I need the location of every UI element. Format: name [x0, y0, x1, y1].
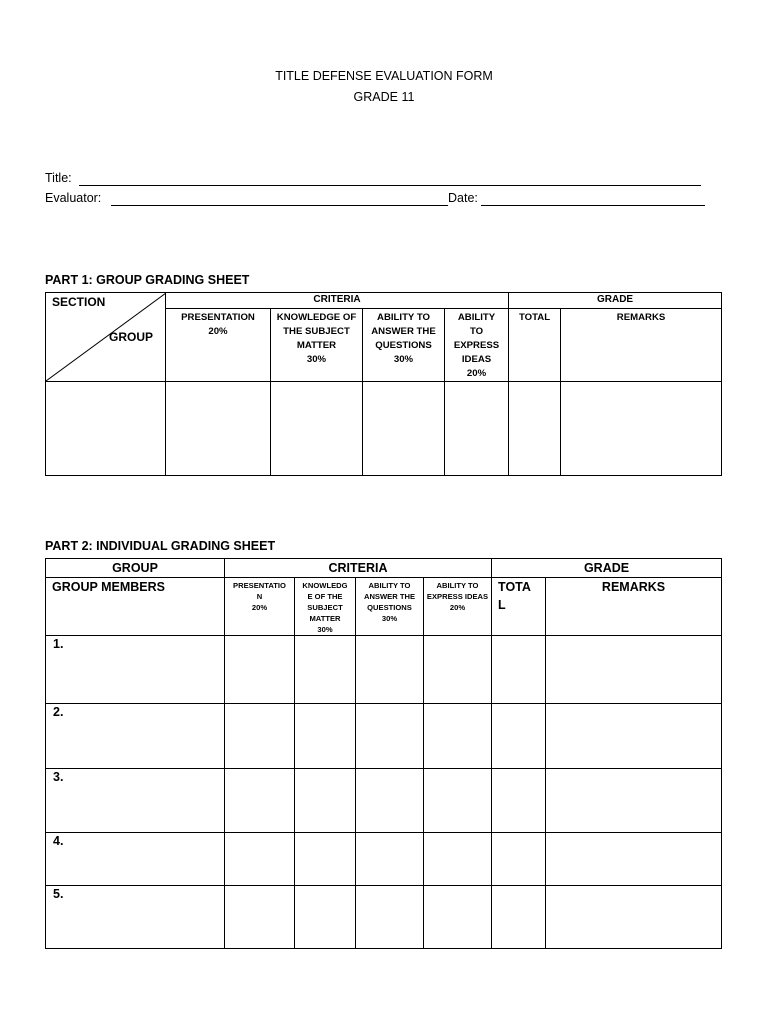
score-cell[interactable] — [225, 769, 295, 833]
score-cell[interactable] — [295, 769, 356, 833]
remarks-cell[interactable] — [546, 636, 722, 704]
col-knowledge — [271, 309, 363, 382]
score-cell[interactable] — [295, 833, 356, 886]
col2-presentation — [225, 578, 295, 636]
col2-presentation-line2: N — [256, 592, 263, 601]
score-cell[interactable] — [225, 886, 295, 949]
member-number[interactable]: 5. — [46, 886, 225, 949]
member-number[interactable]: 1. — [46, 636, 225, 704]
score-cell[interactable] — [424, 769, 492, 833]
col2-ability-answer-line1: ABILITY TO — [368, 581, 411, 590]
col2-ability-express-line3: 20% — [449, 603, 466, 612]
section-label: SECTION — [52, 295, 106, 309]
table-row — [46, 704, 722, 769]
col-knowledge-line1: KNOWLEDGE OF — [276, 312, 357, 323]
group-header: GROUP — [46, 559, 225, 578]
col-ability-answer — [363, 309, 445, 382]
score-cell[interactable] — [295, 704, 356, 769]
remarks-cell[interactable] — [561, 382, 722, 476]
total-cell[interactable] — [492, 833, 546, 886]
member-number[interactable]: 4. — [46, 833, 225, 886]
col2-knowledge-line5: 30% — [317, 625, 333, 634]
ability-express-score-cell[interactable] — [445, 382, 509, 476]
col2-knowledge — [295, 578, 356, 636]
title-label: Title: — [45, 171, 72, 185]
score-cell[interactable] — [356, 704, 424, 769]
criteria-header-2: CRITERIA — [225, 559, 492, 578]
col2-ability-answer-line3: QUESTIONS — [367, 603, 412, 612]
total-cell[interactable] — [492, 886, 546, 949]
form-grade: GRADE 11 — [353, 90, 415, 104]
total-score-cell[interactable] — [509, 382, 561, 476]
total-cell[interactable] — [492, 769, 546, 833]
col2-remarks: REMARKS — [546, 578, 722, 636]
col2-total-line1: TOTA — [498, 580, 531, 594]
remarks-cell[interactable] — [546, 833, 722, 886]
score-cell[interactable] — [424, 704, 492, 769]
form-title: TITLE DEFENSE EVALUATION FORM — [275, 69, 493, 83]
total-cell[interactable] — [492, 704, 546, 769]
remarks-cell[interactable] — [546, 704, 722, 769]
col-ability-answer-line3: QUESTIONS — [375, 340, 432, 351]
col-knowledge-line2: THE SUBJECT — [283, 326, 350, 337]
col2-ability-answer — [356, 578, 424, 636]
section-group-entry-cell[interactable] — [46, 382, 166, 476]
evaluator-label: Evaluator: — [45, 191, 102, 205]
individual-grading-table — [45, 558, 722, 949]
remarks-cell[interactable] — [546, 886, 722, 949]
score-cell[interactable] — [225, 636, 295, 704]
col-ability-answer-line4: 30% — [393, 354, 414, 365]
score-cell[interactable] — [424, 833, 492, 886]
score-cell[interactable] — [356, 886, 424, 949]
score-cell[interactable] — [356, 636, 424, 704]
col-ability-answer-line2: ANSWER THE — [371, 326, 436, 337]
col2-presentation-line3: 20% — [251, 603, 268, 612]
score-cell[interactable] — [356, 833, 424, 886]
part1-heading: PART 1: GROUP GRADING SHEET — [45, 273, 250, 287]
criteria-header: CRITERIA — [166, 293, 509, 309]
col-ability-express — [445, 309, 509, 382]
col-ability-express-line5: 20% — [466, 368, 487, 379]
col2-knowledge-line1: KNOWLEDG — [302, 581, 348, 590]
date-label: Date: — [448, 191, 478, 205]
grade-header-2: GRADE — [492, 559, 722, 578]
col-remarks: REMARKS — [561, 309, 722, 382]
score-cell[interactable] — [225, 704, 295, 769]
score-cell[interactable] — [225, 833, 295, 886]
col2-presentation-line1: PRESENTATIO — [233, 581, 286, 590]
score-cell[interactable] — [295, 636, 356, 704]
col-ability-express-line2: TO — [469, 326, 484, 337]
col-ability-answer-line1: ABILITY TO — [377, 312, 430, 323]
col-total: TOTAL — [509, 309, 561, 382]
remarks-cell[interactable] — [546, 769, 722, 833]
col2-total-line2: L — [498, 598, 506, 612]
col2-knowledge-line4: MATTER — [309, 614, 341, 623]
col-presentation-line2: 20% — [208, 326, 228, 337]
member-number[interactable]: 3. — [46, 769, 225, 833]
grade-header: GRADE — [509, 293, 722, 309]
group-label: GROUP — [108, 330, 153, 344]
col-ability-express-line4: IDEAS — [461, 354, 492, 365]
col-presentation-line1: PRESENTATION — [181, 312, 255, 323]
table-row — [46, 833, 722, 886]
col-knowledge-line3: MATTER — [296, 340, 337, 351]
part2-heading: PART 2: INDIVIDUAL GRADING SHEET — [45, 539, 276, 553]
title-blank-line[interactable] — [79, 185, 701, 186]
score-cell[interactable] — [424, 636, 492, 704]
group-grading-table — [45, 292, 722, 476]
col-ability-express-line3: EXPRESS — [453, 340, 500, 351]
col2-ability-answer-line2: ANSWER THE — [363, 592, 416, 601]
table-row — [46, 769, 722, 833]
presentation-score-cell[interactable] — [166, 382, 271, 476]
col2-ability-express — [424, 578, 492, 636]
group-members-header: GROUP MEMBERS — [46, 578, 225, 636]
col2-ability-answer-line4: 30% — [381, 614, 398, 623]
col2-ability-express-line2: EXPRESS IDEAS — [426, 592, 489, 601]
score-cell[interactable] — [295, 886, 356, 949]
section-group-header — [46, 293, 166, 382]
date-blank-line[interactable] — [481, 205, 705, 206]
col2-total — [492, 578, 546, 636]
member-number[interactable]: 2. — [46, 704, 225, 769]
col-knowledge-line4: 30% — [306, 354, 327, 365]
evaluator-blank-line[interactable] — [111, 205, 448, 206]
knowledge-score-cell[interactable] — [271, 382, 363, 476]
col2-knowledge-line2: E OF THE — [307, 592, 343, 601]
ability-answer-score-cell[interactable] — [363, 382, 445, 476]
score-cell[interactable] — [356, 769, 424, 833]
col-ability-express-line1: ABILITY — [457, 312, 496, 323]
table-row — [46, 636, 722, 704]
col-presentation — [166, 309, 271, 382]
table-row — [46, 886, 722, 949]
col2-ability-express-line1: ABILITY TO — [436, 581, 479, 590]
score-cell[interactable] — [424, 886, 492, 949]
total-cell[interactable] — [492, 636, 546, 704]
col2-knowledge-line3: SUBJECT — [307, 603, 343, 612]
